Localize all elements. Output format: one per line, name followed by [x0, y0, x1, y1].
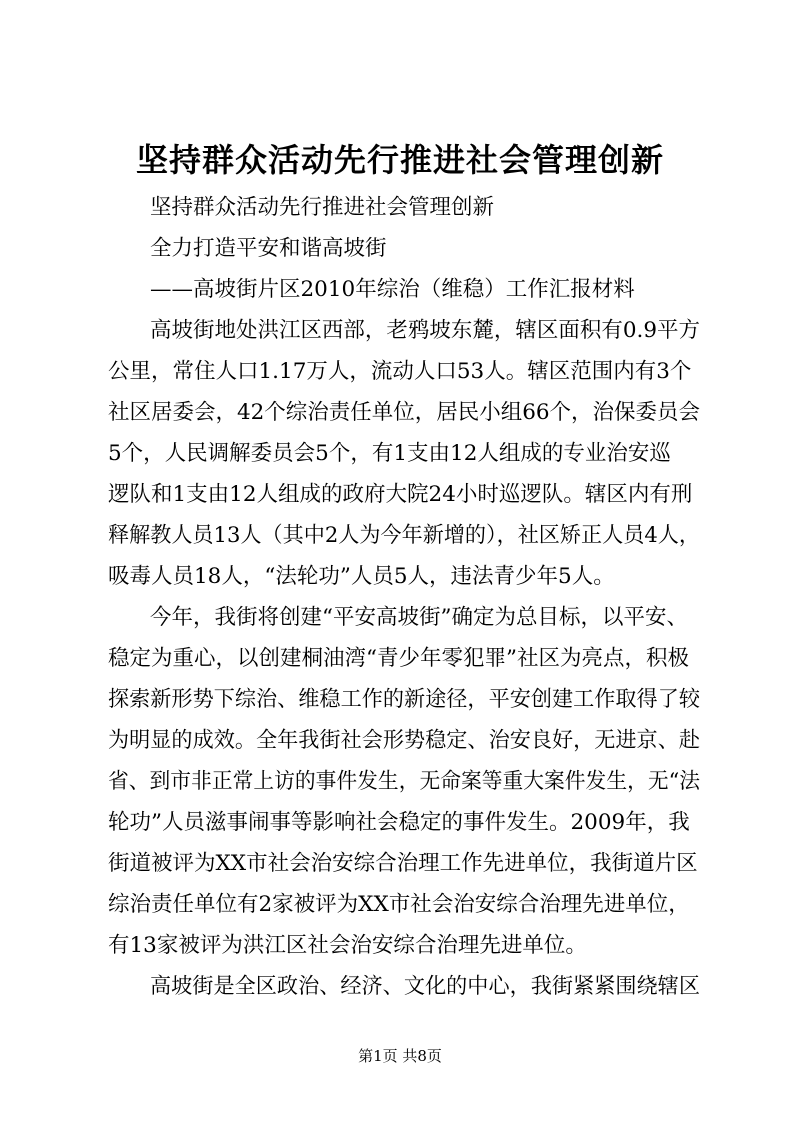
paragraph-line: 有13家被评为洪江区社会治安综合治理先进单位。 — [108, 933, 587, 958]
paragraph-line: 为明显的成效。全年我街社会形势稳定、治安良好，无进京、赴 — [108, 728, 700, 753]
paragraph-line: 稳定为重心，以创建桐油湾“青少年零犯罪”社区为亮点，积极 — [108, 646, 689, 671]
paragraph-line: 省、到市非正常上访的事件发生，无命案等重大案件发生，无“法 — [108, 769, 700, 794]
paragraph-line: 高坡街地处洪江区西部，老鸦坡东麓，辖区面积有0.9平方 — [150, 318, 700, 343]
paragraph-line: 社区居委会，42个综治责任单位，居民小组66个，治保委员会 — [108, 400, 700, 425]
paragraph-line: 综治责任单位有2家被评为XX市社会治安综合治理先进单位， — [108, 892, 690, 917]
paragraph-line: 街道被评为XX市社会治安综合治理工作先进单位，我街道片区 — [108, 851, 698, 876]
subheading: ——高坡街片区2010年综治（维稳）工作汇报材料 — [150, 277, 635, 302]
paragraph-line: 高坡街是全区政治、经济、文化的中心，我街紧紧围绕辖区 — [150, 974, 700, 999]
subheading: 全力打造平安和谐高坡街 — [150, 236, 387, 261]
page-number-footer: 第1页 共8页 — [358, 1047, 442, 1065]
paragraph-line: 释解教人员13人（其中2人为今年新增的），社区矫正人员4人， — [108, 523, 700, 548]
paragraph-line: 轮功”人员滋事闹事等影响社会稳定的事件发生。2009年，我 — [108, 810, 690, 835]
paragraph-line: 公里，常住人口1.17万人，流动人口53人。辖区范围内有3个 — [108, 359, 692, 384]
paragraph-line: 5个，人民调解委员会5个，有1支由12人组成的专业治安巡 — [108, 441, 671, 466]
subheading: 坚持群众活动先行推进社会管理创新 — [150, 195, 495, 220]
document-title: 坚持群众活动先行推进社会管理创新 — [135, 141, 664, 179]
paragraph-line: 探索新形势下综治、维稳工作的新途径，平安创建工作取得了较 — [108, 687, 700, 712]
paragraph-line: 吸毒人员18人，“法轮功”人员5人，违法青少年5人。 — [108, 564, 615, 589]
paragraph-line: 逻队和1支由12人组成的政府大院24小时巡逻队。辖区内有刑 — [108, 482, 693, 507]
paragraph-line: 今年，我街将创建“平安高坡街”确定为总目标，以平安、 — [150, 605, 688, 630]
